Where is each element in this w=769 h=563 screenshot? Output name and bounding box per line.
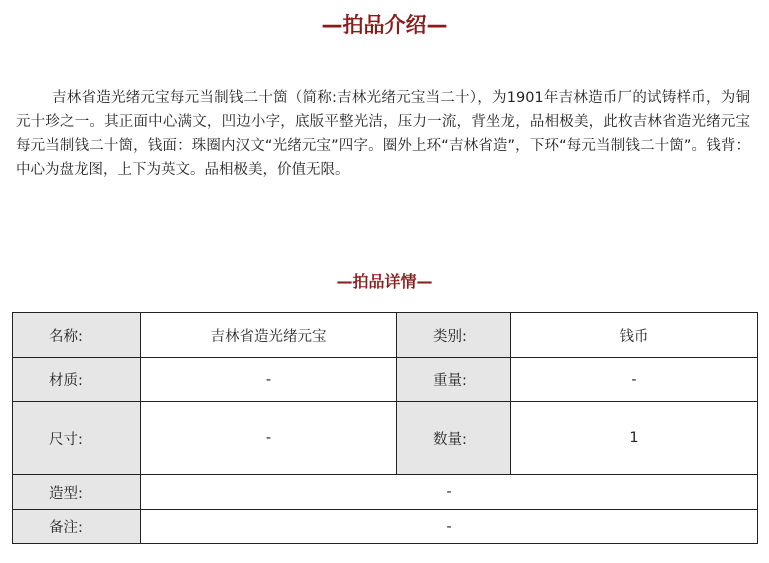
remarks-value: - — [141, 510, 758, 544]
table-row-remarks — [13, 510, 758, 544]
quantity-label: 数量: — [397, 402, 511, 475]
material-label: 材质: — [13, 358, 141, 402]
weight-label: 重量: — [397, 358, 511, 402]
details-section-title: —拍品详情— — [336, 272, 433, 291]
table-row-material — [13, 358, 758, 402]
quantity-value: 1 — [511, 402, 758, 475]
material-value: - — [141, 358, 397, 402]
intro-paragraph: 吉林省造光绪元宝每元当制钱二十箇（简称:吉林光绪元宝当二十），为1901年吉林造币厂的试铸样币，为铜元十珍之一。其正面中心满文，凹边小字，底版平整光洁，压力一流，背坐龙，品相极美，此枚吉林省造光绪元宝每元当制钱二十箇，钱面：珠圈内汉文“光绪元宝”四字。圈外上环“吉林省造”，下环“每元当制钱二十箇”。钱背：中心为盘龙图，上下为英文。品相极美，价值无限。 — [16, 90, 750, 178]
table-row-shape — [13, 475, 758, 510]
details-table — [12, 312, 758, 544]
table-row-size — [13, 402, 758, 475]
intro-section-title: —拍品介绍— — [321, 13, 448, 37]
category-label: 类别: — [397, 313, 511, 358]
size-label: 尺寸: — [13, 402, 141, 475]
name-value: 吉林省造光绪元宝 — [141, 313, 397, 358]
shape-value: - — [141, 475, 758, 510]
shape-label: 造型: — [13, 475, 141, 510]
category-value: 钱币 — [511, 313, 758, 358]
weight-value: - — [511, 358, 758, 402]
table-row-name — [13, 313, 758, 358]
remarks-label: 备注: — [13, 510, 141, 544]
name-label: 名称: — [13, 313, 141, 358]
size-value: - — [141, 402, 397, 475]
